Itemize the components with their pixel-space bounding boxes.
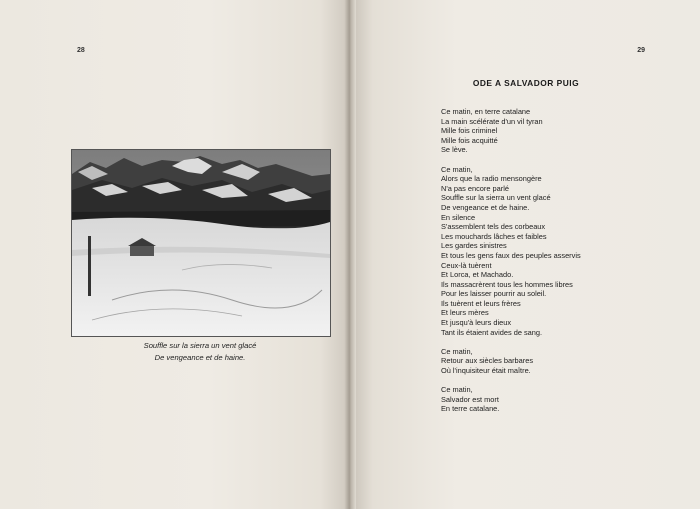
caption-line: De vengeance et de haine. [154, 353, 246, 362]
mountain-landscape-image [72, 150, 330, 336]
poem-line: De vengeance et de haine. [441, 202, 530, 212]
stanza-1 [441, 107, 641, 155]
poem-line: Les mouchards lâches et faibles [441, 231, 547, 241]
poem-line: Ce matin, [441, 385, 473, 395]
left-page [0, 0, 348, 509]
page-number-right: 29 [637, 47, 645, 54]
poem-line: Ce matin, [441, 164, 473, 174]
poem-line: Ce matin, [441, 346, 473, 356]
poem-line: Où l'inquisiteur était maître. [441, 366, 531, 376]
poem-line: Retour aux siècles barbares [441, 356, 534, 366]
stanza-3 [441, 347, 641, 376]
poem-line: S'assemblent tels des corbeaux [441, 222, 546, 232]
poem-line: Mille fois criminel [441, 126, 498, 136]
poem-line: Salvador est mort [441, 394, 499, 404]
poem-line: Se lève. [441, 145, 468, 155]
poem-line: Ils massacrèrent tous les hommes libres [441, 279, 573, 289]
poem-title: ODE A SALVADOR PUIG [472, 78, 580, 88]
stanza-2 [441, 165, 641, 338]
poem-line: Ils tuèrent et leurs frères [441, 298, 521, 308]
book-gutter [344, 0, 356, 509]
poem-line: La main scélérate d'un vil tyran [441, 116, 543, 126]
poem-line: Souffle sur la sierra un vent glacé [441, 193, 551, 203]
poem-line: En terre catalane. [441, 404, 500, 414]
caption-line: Souffle sur la sierra un vent glacé [143, 341, 257, 350]
poem-line: Les gardes sinistres [441, 241, 507, 251]
poem-line: Ceux-là tuèrent [441, 260, 492, 270]
stanza-4 [441, 385, 641, 414]
poem-line: Et Lorca, et Machado. [441, 270, 514, 280]
poem-line: N'a pas encore parlé [441, 183, 509, 193]
photo-caption [71, 340, 329, 364]
poem-line: Alors que la radio mensongère [441, 174, 542, 184]
poem-line: En silence [441, 212, 476, 222]
page-number-left: 28 [77, 47, 85, 54]
poem-line: Et leurs mères [441, 308, 489, 318]
poem-line: Et tous les gens faux des peuples asservis [441, 250, 581, 260]
poem-line: Ce matin, en terre catalane [441, 107, 531, 116]
poem-line: Pour les laisser pourrir au soleil. [441, 289, 547, 299]
poem-line: Mille fois acquitté [441, 135, 498, 145]
poem-line: Et jusqu'à leurs dieux [441, 318, 512, 328]
poem-body [441, 107, 641, 424]
snowy-mountain-photo [71, 149, 331, 337]
poem-line: Tant ils étaient avides de sang. [441, 327, 543, 337]
